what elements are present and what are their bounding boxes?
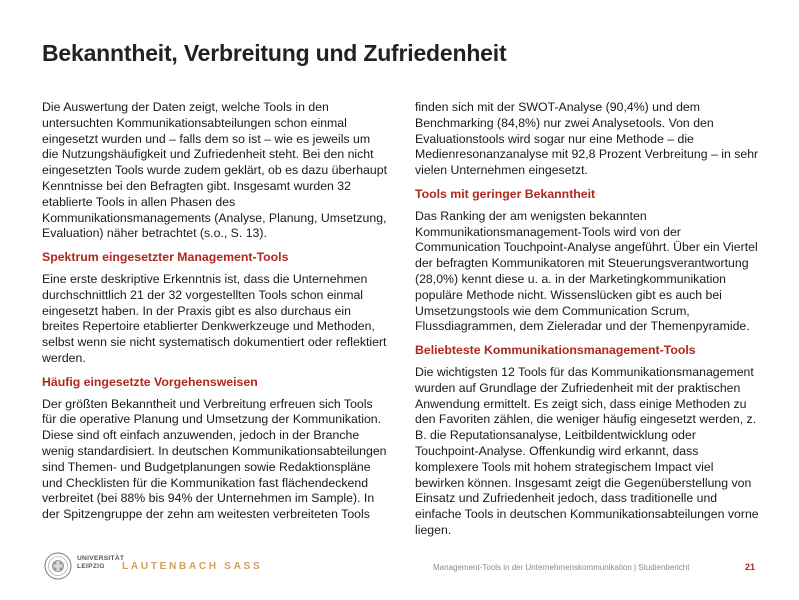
left-column [42, 100, 388, 531]
intro-paragraph: Die Auswertung der Daten zeigt, welche Tools in den untersuchten Kommunikationsabteilungen schon einmal eingesetzt wurden und – falls dem so ist – wie es jeweils um die Nutzungshäufigkeit und Zufriedenheit steht. Bei den nicht eingesetzten Tools wurde zudem geklärt, ob es dazu überhaupt Kenntnisse bei den Befragten gibt. Insgesamt wurden 32 etablierte Tools in allen Phasen des Kommunikationsmanagements (Analyse, Planung, Umsetzung, Evaluation) näher betrachtet (s.o., S. 13). [42, 100, 387, 241]
paragraph-beliebteste-tools: Die wichtigsten 12 Tools für das Kommunikationsmanagement wurden auf Grundlage der Zufriedenheit mit der praktischen Anwendung ermittelt. Es zeigt sich, dass einige Methoden zu den Favoriten zählen, die weniger häufig eingesetzt werden, z. B. die Reputationsanalyse, Leitbildentwicklung oder Touchpoint-Analyse. Offenkundig wird erkannt, dass komplexere Tools mit hohem strategischem Impact viel bewirken können. Insgesamt zeigt die Gegenüberstellung von Einsatz und Zufriedenheit jedoch, dass traditionelle und einfache Tools in deutschen Kommunikationsabteilungen vorne liegen. [415, 364, 759, 537]
paragraph-continued: finden sich mit der SWOT-Analyse (90,4%) und dem Benchmarking (84,8%) nur zwei Analysetools. Von den Evaluationstools wird sogar nur eine Methode – die Medienresonanzanalyse mit 92,8 Prozent Verbreitung – in sehr vielen Unternehmen eingesetzt. [415, 100, 759, 178]
heading-spektrum: Spektrum eingesetzter Management-Tools [42, 250, 289, 265]
heading-geringe-bekanntheit: Tools mit geringer Bekanntheit [415, 186, 596, 201]
paragraph-spektrum: Eine erste deskriptive Erkenntnis ist, dass die Unternehmen durchschnittlich 21 der 32 vorgestellten Tools schon einmal eingesetzt haben. In der Praxis gibt es also durchaus ein breites Repertoire etablierter Denkwerkzeuge und Methoden, selbst wenn sie nicht systematisch dokumentiert oder reflektiert werden. [42, 271, 387, 365]
brand-logo-text: LAUTENBACH SASS [122, 561, 263, 572]
paragraph-geringe-bekanntheit: Das Ranking der am wenigsten bekannten Kommunikationsmanagement-Tools wird von der Communication Touchpoint-Analyse angeführt. Über ein Viertel der befragten Kommunikatoren mit Steuerungsverantwortung (28,0%) kennt diese u. a. in der Marketingkommunikation populäre Methode nicht. Wissenslücken gibt es auch bei Umsetzungstools wie dem Communication Scrum, Flussdiagrammen, dem Zieleradar und der Themenpyramide. [415, 208, 758, 334]
university-seal-icon [44, 552, 72, 580]
paragraph-haeufig: Der größten Bekanntheit und Verbreitung erfreuen sich Tools für die operative Planung und Umsetzung der Kommunikation. Diese sind oft einfach anzuwenden, jedoch in der Branche wenig standardisiert. In deutschen Kommunikationsabteilungen sind Themen- und Budgetplanungen sowie Redaktionspläne und Checklisten für die Kommunikation fast flächendeckend verbreitet (bei 88% bis 94% der Unternehmen im Sample). In der Spitzengruppe der zehn am weitesten verbreiteten Tools [42, 396, 387, 522]
right-column [415, 100, 761, 547]
heading-beliebteste-tools: Beliebteste Kommunikationsmanagement-Tools [415, 343, 696, 358]
university-line-1: UNIVERSITÄT [77, 555, 125, 562]
page-footer [0, 548, 799, 588]
page-number: 21 [745, 562, 756, 572]
university-line-2: LEIPZIG [77, 562, 105, 570]
page-title: Bekanntheit, Verbreitung und Zufriedenheit [42, 40, 507, 66]
heading-haeufig: Häufig eingesetzte Vorgehensweisen [42, 374, 258, 389]
university-name [77, 555, 124, 570]
footer-text: Management-Tools in der Unternehmenskommunikation | Studienbericht [433, 563, 690, 572]
